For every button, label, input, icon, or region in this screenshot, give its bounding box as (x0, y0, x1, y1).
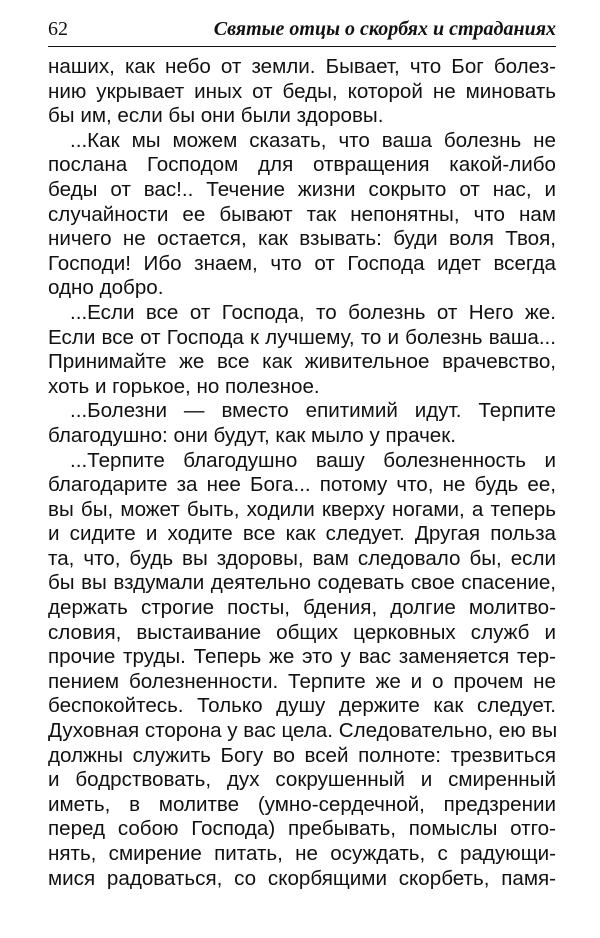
book-page (48, 18, 556, 891)
page-number: 62 (48, 18, 68, 40)
page-header (48, 18, 556, 47)
text-line: и бодрствовать, дух сокрушенный и смиренный (48, 768, 556, 792)
text-line: беды от вас!.. Течение жизни сокрыто от нас, и (48, 177, 556, 201)
text-line: Господи! Ибо знаем, что от Господа идет всегда (48, 251, 556, 275)
text-line: та, что, будь вы здоровы, вам следовало бы, если (48, 546, 556, 570)
paragraph (48, 449, 556, 892)
paragraph (48, 301, 556, 399)
text-line: словия, выстаивание общих церковных служб и (48, 620, 556, 644)
text-line: прочие труды. Теперь же это у вас заменяется тер- (48, 645, 556, 669)
text-line: благодарите за нее Бога... потому что, не будь ее, (48, 473, 556, 497)
text-line: благодушно: они будут, как мыло у прачек. (48, 423, 456, 447)
text-line: бы им, если бы они были здоровы. (48, 104, 384, 128)
text-line: мися радоваться, со скорбящими скорбеть, памя- (48, 866, 556, 890)
running-title: Святые отцы о скорбях и страданиях (213, 18, 556, 40)
text-line: пением болезненности. Терпите же и о прочем не (48, 669, 556, 693)
text-line: послана Господом для отвращения какой-либо (48, 153, 556, 177)
text-line: хоть и горькое, но полезное. (48, 374, 320, 398)
text-line: случайности ее бывают так непонятны, что нам (48, 202, 556, 226)
text-line: и сидите и ходите все как следует. Другая польза (48, 522, 556, 546)
text-line: бы вы вздумали деятельно содевать свое спасение, (48, 571, 556, 595)
text-line: Духовная сторона у вас цела. Следовательно, ею вы (48, 719, 558, 743)
text-line: одно добро. (48, 276, 164, 300)
text-line: перед собою Господа) пребывать, помыслы отго- (48, 817, 556, 841)
text-line: Принимайте же все как живительное врачевство, (48, 350, 556, 374)
text-line: ...Болезни — вместо епитимий идут. Терпите (70, 399, 556, 423)
text-line: держать строгие посты, бдения, долгие молитво- (48, 596, 556, 620)
paragraph (48, 55, 556, 129)
text-line: ничего не остается, как взывать: буди воля Твоя, (48, 227, 556, 251)
paragraph (48, 399, 556, 448)
text-line: нию укрывает иных от беды, которой не миновать (48, 79, 556, 103)
text-line: вы бы, может быть, ходили кверху ногами, а теперь (48, 497, 556, 521)
text-line: ...Терпите благодушно вашу болезненность и (70, 448, 556, 472)
text-line: ...Как мы можем сказать, что ваша болезнь не (70, 128, 556, 152)
text-line: наших, как небо от земли. Бывает, что Бог болез- (48, 55, 556, 78)
text-line: нять, смирение питать, не осуждать, с радующи- (48, 842, 556, 865)
body-text (48, 55, 556, 891)
text-line: должны служить Богу во всей полноте: трезвиться (48, 743, 556, 767)
text-line: ...Если все от Господа, то болезнь от Него же. (70, 300, 556, 324)
text-line: беспокойтесь. Только душу держите как следует. (48, 694, 556, 718)
text-line: Если все от Господа к лучшему, то и болезнь ваша... (48, 325, 556, 349)
text-line: иметь, в молитве (умно-сердечной, предзрении (48, 792, 556, 816)
paragraph (48, 129, 556, 301)
